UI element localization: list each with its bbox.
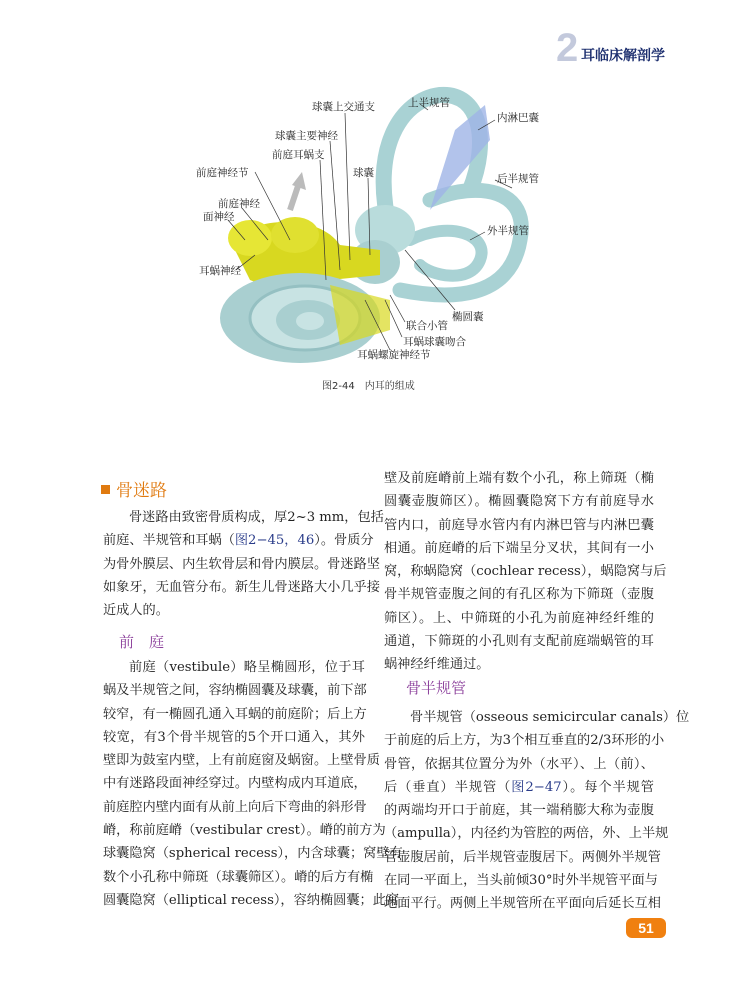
text-line: 骨管，依据其位置分为外（水平）、上（前）、 bbox=[384, 756, 654, 772]
label-saccular-communicating-branch: 球囊上交通支 bbox=[312, 101, 375, 113]
text-line: 筛区）。上、中筛斑的小孔为前庭神经纤维的 bbox=[384, 610, 654, 626]
text-line: 窝，称蜗隐窝（cochlear recess），蜗隐窝与后 bbox=[384, 564, 667, 580]
subheading-vestibule: 前 庭 bbox=[119, 633, 165, 651]
label-ductus-reuniens: 耳蜗球囊吻合 bbox=[403, 336, 466, 348]
text-line: 为骨外膜层、内生软骨层和骨内膜层。骨迷路坚 bbox=[103, 556, 380, 572]
text-line: 如象牙，无血管分布。新生儿骨迷路大小几乎接 bbox=[103, 579, 380, 595]
text-line: 在同一平面上，当头前倾30°时外半规管平面与 bbox=[384, 873, 658, 889]
text-line: 壁及前庭嵴前上端有数个小孔，称上筛斑（椭 bbox=[384, 471, 654, 486]
text-line: 于前庭的后上方，为3个相互垂直的2/3环形的小 bbox=[384, 733, 665, 749]
paragraph-vestibule bbox=[103, 660, 403, 916]
text-line: 的两端均开口于前庭，其一端稍膨大称为壶腹 bbox=[384, 803, 654, 819]
vestibular-ganglion bbox=[271, 217, 319, 253]
text-line: 通道，下筛斑的小孔则有支配前庭端蜗管的耳 bbox=[384, 634, 654, 650]
section-heading: 骨迷路 bbox=[101, 476, 167, 501]
figure-caption: 图2-44 内耳的组成 bbox=[322, 381, 415, 392]
text-line: 数个小孔称中筛斑（球囊筛区）。嵴的后方有椭 bbox=[103, 869, 374, 885]
text-line: 球囊隐窝（spherical recess），内含球囊；窝壁有 bbox=[103, 846, 403, 862]
text-line: 壁即为鼓室内壁，上有前庭窗及蜗窗。上壁骨质 bbox=[103, 753, 380, 769]
text-line: 中有迷路段面神经穿过。内壁构成内耳道底， bbox=[103, 776, 367, 792]
text-line: 较窄，有一椭圆孔通入耳蜗的前庭阶；后上方 bbox=[103, 706, 367, 722]
text-line: 近成人的。 bbox=[103, 603, 169, 619]
label-endolymphatic-sac: 内淋巴囊 bbox=[497, 112, 539, 124]
text-line: 相通。前庭嵴的后下端呈分叉状，其间有一小 bbox=[384, 540, 654, 556]
text-line: 圆囊隐窝（elliptical recess），容纳椭圆囊；此窝 bbox=[103, 892, 400, 908]
facial-nerve bbox=[228, 220, 272, 256]
label-saccular-nerve: 球囊主要神经 bbox=[275, 130, 338, 142]
text-line: 骨半规管（osseous semicircular canals）位 bbox=[410, 710, 690, 725]
label-spiral-ganglion: 耳蜗螺旋神经节 bbox=[357, 349, 431, 361]
text-line: 前庭腔内壁内面有从前上向后下弯曲的斜形骨 bbox=[103, 799, 367, 815]
paragraph-bony-labyrinth bbox=[103, 510, 384, 626]
text-line: 管壶腹居前，后半规管壶腹居下。两侧外半规管 bbox=[384, 849, 661, 865]
label-posterior-canal: 后半规管 bbox=[497, 173, 539, 185]
label-vestibular-nerve: 前庭神经 bbox=[218, 198, 260, 210]
chapter-number: 2 bbox=[556, 26, 579, 70]
square-bullet-icon bbox=[101, 485, 110, 494]
text-line: 嵴，称前庭嵴（vestibular crest）。嵴的前方为 bbox=[103, 823, 386, 839]
label-cochlear-nerve: 耳蜗神经 bbox=[199, 265, 241, 277]
subheading-semicircular-canals: 骨半规管 bbox=[406, 679, 467, 697]
inner-ear-illustration bbox=[0, 0, 730, 400]
text-line: 骨半规管壶腹之间的有孔区称为下筛斑（壶腹 bbox=[384, 587, 654, 603]
paragraph-vestibule-continued bbox=[384, 471, 667, 681]
text-line: 圆囊壶腹筛区）。椭圆囊隐窝下方有前庭导水 bbox=[384, 494, 654, 510]
chapter-title: 耳临床解剖学 bbox=[581, 48, 665, 64]
label-utriculosaccular-duct: 联合小管 bbox=[406, 320, 448, 332]
label-saccule: 球囊 bbox=[353, 167, 374, 179]
text-line: 蜗神经纤维通过。 bbox=[384, 657, 490, 673]
text-line: 后（垂直）半规管（图2−47）。每个半规管 bbox=[384, 779, 654, 795]
label-facial-nerve: 面神经 bbox=[203, 211, 235, 223]
paragraph-semicircular-canals bbox=[384, 710, 690, 920]
label-lateral-canal: 外半规管 bbox=[487, 225, 529, 237]
text-line: 前庭（vestibule）略呈椭圆形，位于耳 bbox=[129, 660, 365, 675]
text-line: 前庭、半规管和耳蜗（图2−45，46）。骨质分 bbox=[103, 533, 374, 549]
page-number: 51 bbox=[626, 918, 666, 938]
label-superior-canal: 上半规管 bbox=[408, 97, 450, 109]
text-line: 地面平行。两侧上半规管所在平面向后延长互相 bbox=[384, 896, 661, 912]
text-line: （ampulla），内径约为管腔的两倍，外、上半规 bbox=[384, 826, 669, 842]
text-line: 骨迷路由致密骨质构成，厚2~3 mm，包括 bbox=[129, 510, 384, 525]
text-line: 较宽，有3个骨半规管的5个开口通入，其外 bbox=[103, 729, 365, 745]
text-line: 蜗及半规管之间，容纳椭圆囊及球囊，前下部 bbox=[103, 683, 367, 699]
label-utricle: 椭圆囊 bbox=[452, 311, 484, 323]
label-vestibular-ganglion: 前庭神经节 bbox=[196, 167, 249, 179]
label-vestibulocochlear-branch: 前庭耳蜗支 bbox=[272, 149, 325, 161]
text-line: 管内口，前庭导水管内有内淋巴管与内淋巴囊 bbox=[384, 517, 654, 533]
